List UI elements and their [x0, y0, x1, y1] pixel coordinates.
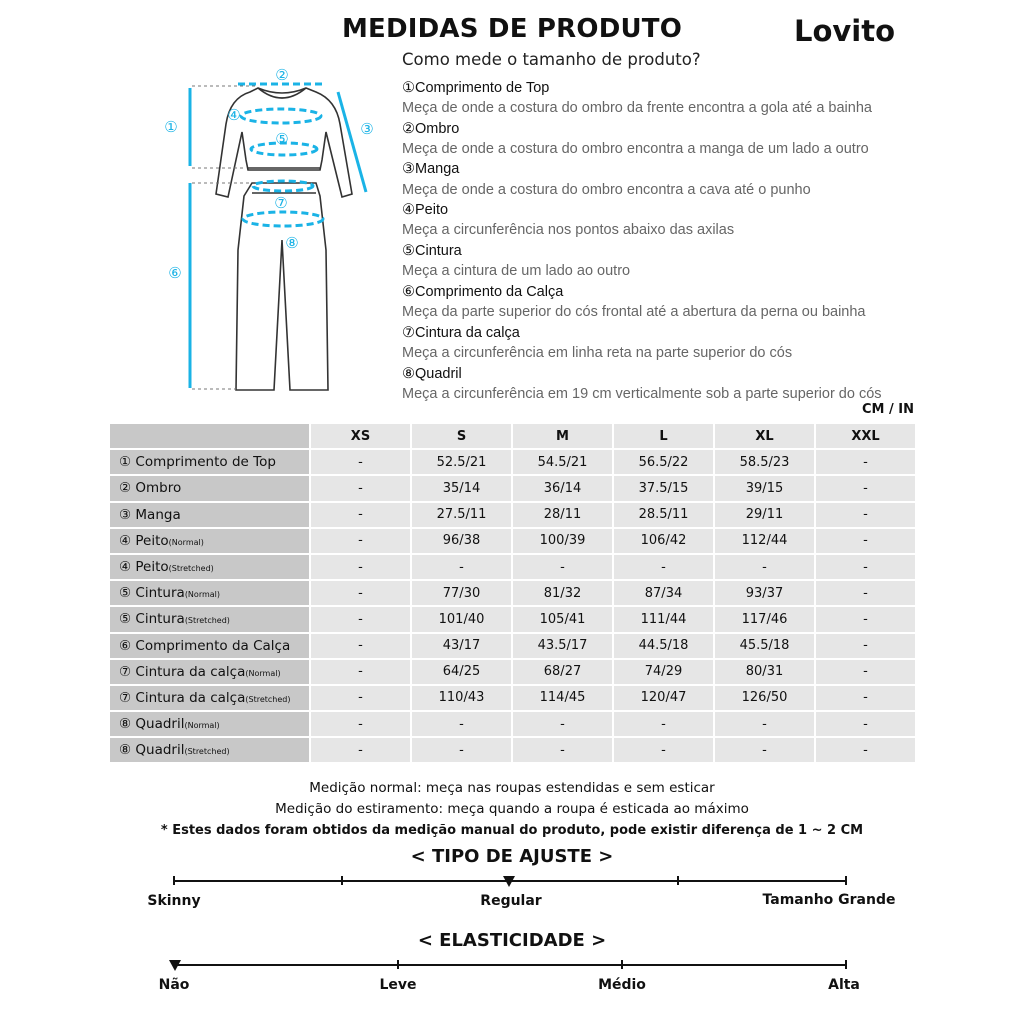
guide-desc-sleeve: Meça de onde a costura do ombro encontra a cava até o punho	[402, 182, 811, 198]
table-cell: -	[513, 738, 612, 762]
row-label-qualifier: (Stretched)	[184, 616, 230, 626]
guide-desc-chest: Meça a circunferência nos pontos abaixo das axilas	[402, 222, 735, 238]
table-cell: -	[816, 476, 915, 500]
row-label-text: ⑤ Cintura	[119, 585, 185, 602]
table-row	[110, 581, 915, 605]
table-cell: -	[311, 660, 410, 684]
table-cell: -	[412, 555, 511, 579]
table-cell: -	[816, 581, 915, 605]
table-cell: 54.5/21	[513, 450, 612, 474]
table-cell: -	[311, 738, 410, 762]
table-cell: 36/14	[513, 476, 612, 500]
table-cell: 96/38	[412, 529, 511, 553]
table-cell: 74/29	[614, 660, 713, 684]
brand-logo: Lovito	[794, 14, 896, 48]
row-label-qualifier: (Normal)	[168, 537, 204, 547]
row-label-text: ③ Manga	[119, 506, 181, 523]
table-row	[110, 607, 915, 631]
fit-label-regular: Regular	[480, 893, 542, 909]
size-header: M	[513, 424, 612, 448]
table-cell: -	[513, 712, 612, 736]
size-header: XL	[715, 424, 814, 448]
table-cell: 117/46	[715, 607, 814, 631]
table-cell: 81/32	[513, 581, 612, 605]
elasticity-label-high: Alta	[828, 977, 860, 993]
table-cell: 111/44	[614, 607, 713, 631]
table-cell: -	[614, 555, 713, 579]
marker-4: ④	[227, 106, 241, 124]
elasticity-selected-marker	[169, 960, 181, 971]
elasticity-scale-line	[174, 964, 846, 966]
table-cell: -	[816, 712, 915, 736]
size-header: S	[412, 424, 511, 448]
table-header-row	[110, 424, 915, 448]
marker-3: ③	[360, 120, 374, 138]
row-label	[110, 503, 309, 527]
table-cell: -	[311, 503, 410, 527]
table-cell: -	[311, 555, 410, 579]
guide-title-waist: ⑤Cintura	[402, 243, 462, 259]
row-label-text: ⑤ Cintura	[119, 611, 185, 628]
table-cell: 101/40	[412, 607, 511, 631]
note-stretch: Medição do estiramento: meça quando a roupa é esticada ao máximo	[275, 801, 749, 817]
table-cell: -	[614, 738, 713, 762]
row-label-text: ④ Peito	[119, 532, 169, 549]
row-label	[110, 529, 309, 553]
row-label-qualifier: (Stretched)	[168, 564, 214, 574]
row-label-text: ① Comprimento de Top	[119, 454, 276, 471]
table-cell: 39/15	[715, 476, 814, 500]
table-cell: -	[816, 660, 915, 684]
table-cell: -	[816, 738, 915, 762]
fit-tick	[677, 876, 679, 885]
table-row	[110, 738, 915, 762]
marker-1: ①	[164, 118, 178, 136]
table-cell: 43.5/17	[513, 634, 612, 658]
table-cell: -	[816, 503, 915, 527]
table-cell: -	[715, 555, 814, 579]
table-cell: 77/30	[412, 581, 511, 605]
guide-desc-shoulder: Meça de onde a costura do ombro encontra a manga de um lado a outro	[402, 141, 869, 157]
table-cell: -	[715, 738, 814, 762]
table-cell: -	[311, 607, 410, 631]
table-row	[110, 529, 915, 553]
fit-label-large: Tamanho Grande	[762, 892, 896, 908]
table-cell: -	[412, 712, 511, 736]
table-cell: 87/34	[614, 581, 713, 605]
table-row	[110, 686, 915, 710]
elasticity-tick	[845, 960, 847, 969]
marker-6: ⑥	[168, 264, 182, 282]
fit-label-skinny: Skinny	[147, 893, 201, 909]
table-cell: 27.5/11	[412, 503, 511, 527]
table-cell: -	[311, 634, 410, 658]
row-label-qualifier: (Normal)	[184, 721, 220, 731]
table-row	[110, 712, 915, 736]
table-cell: 43/17	[412, 634, 511, 658]
table-cell: -	[816, 450, 915, 474]
table-cell: 106/42	[614, 529, 713, 553]
elasticity-label-light: Leve	[379, 977, 417, 993]
table-cell: 93/37	[715, 581, 814, 605]
table-header-corner	[110, 424, 309, 448]
table-cell: 58.5/23	[715, 450, 814, 474]
table-row	[110, 450, 915, 474]
elasticity-label-medium: Médio	[598, 977, 646, 993]
elasticity-label-none: Não	[158, 977, 190, 993]
row-label-text: ⑦ Cintura da calça	[119, 663, 246, 680]
table-cell: 56.5/22	[614, 450, 713, 474]
table-cell: 28/11	[513, 503, 612, 527]
table-cell: 68/27	[513, 660, 612, 684]
row-label-text: ⑥ Comprimento da Calça	[119, 637, 291, 654]
table-cell: -	[412, 738, 511, 762]
table-row	[110, 476, 915, 500]
fit-tick	[341, 876, 343, 885]
table-row	[110, 634, 915, 658]
row-label-qualifier: (Stretched)	[184, 747, 230, 757]
table-cell: -	[311, 686, 410, 710]
row-label	[110, 738, 309, 762]
table-cell: 114/45	[513, 686, 612, 710]
row-label	[110, 607, 309, 631]
fit-tick	[845, 876, 847, 885]
row-label	[110, 712, 309, 736]
table-cell: -	[715, 712, 814, 736]
table-cell: 80/31	[715, 660, 814, 684]
guide-title-chest: ④Peito	[402, 202, 449, 218]
table-cell: 44.5/18	[614, 634, 713, 658]
table-cell: 64/25	[412, 660, 511, 684]
row-label-text: ⑧ Quadril	[119, 742, 185, 759]
table-cell: 110/43	[412, 686, 511, 710]
table-cell: 126/50	[715, 686, 814, 710]
fit-title: < TIPO DE AJUSTE >	[410, 846, 614, 867]
row-label-text: ⑧ Quadril	[119, 716, 185, 733]
fit-tick	[173, 876, 175, 885]
marker-7: ⑦	[274, 194, 288, 212]
note-normal: Medição normal: meça nas roupas estendidas e sem esticar	[309, 780, 715, 796]
guide-desc-hip: Meça a circunferência em 19 cm verticalmente sob a parte superior do cós	[402, 386, 882, 402]
guide-desc-waist: Meça a cintura de um lado ao outro	[402, 263, 631, 279]
row-label	[110, 555, 309, 579]
elasticity-tick	[397, 960, 399, 969]
table-row	[110, 555, 915, 579]
table-cell: 52.5/21	[412, 450, 511, 474]
size-header: L	[614, 424, 713, 448]
table-cell: -	[311, 450, 410, 474]
row-label-text: ④ Peito	[119, 559, 169, 576]
marker-2: ②	[275, 66, 289, 84]
garment-measurement-diagram	[155, 62, 390, 397]
table-cell: -	[816, 555, 915, 579]
table-cell: 37.5/15	[614, 476, 713, 500]
table-row	[110, 503, 915, 527]
table-cell: -	[311, 476, 410, 500]
unit-label: CM / IN	[862, 402, 914, 417]
table-cell: 120/47	[614, 686, 713, 710]
guide-title-pants-waist: ⑦Cintura da calça	[402, 325, 520, 341]
guide-title-top-length: ①Comprimento de Top	[402, 80, 550, 96]
table-cell: 29/11	[715, 503, 814, 527]
size-header: XXL	[816, 424, 915, 448]
guide-desc-top-length: Meça de onde a costura do ombro da frente encontra a gola até a bainha	[402, 100, 872, 116]
table-cell: -	[513, 555, 612, 579]
guide-desc-pants-waist: Meça a circunferência em linha reta na parte superior do cós	[402, 345, 793, 361]
table-cell: -	[816, 529, 915, 553]
guide-desc-pants-length: Meça da parte superior do cós frontal até a abertura da perna ou bainha	[402, 304, 866, 320]
table-cell: 100/39	[513, 529, 612, 553]
marker-5: ⑤	[275, 130, 289, 148]
guide-title-sleeve: ③Manga	[402, 161, 460, 177]
page-subtitle: Como mede o tamanho de produto?	[402, 50, 701, 69]
row-label-text: ② Ombro	[119, 480, 182, 497]
table-cell: -	[816, 634, 915, 658]
table-cell: -	[311, 712, 410, 736]
row-label-text: ⑦ Cintura da calça	[119, 689, 246, 706]
row-label	[110, 476, 309, 500]
fit-selected-marker	[503, 876, 515, 887]
table-cell: 28.5/11	[614, 503, 713, 527]
row-label-qualifier: (Normal)	[245, 668, 281, 678]
row-label	[110, 634, 309, 658]
size-chart-table	[108, 422, 917, 764]
table-cell: -	[614, 712, 713, 736]
table-cell: 35/14	[412, 476, 511, 500]
guide-title-shoulder: ②Ombro	[402, 121, 460, 137]
elasticity-title: < ELASTICIDADE >	[417, 930, 607, 951]
elasticity-tick	[621, 960, 623, 969]
table-cell: 112/44	[715, 529, 814, 553]
note-disclaimer: * Estes dados foram obtidos da medição manual do produto, pode existir diferença de 1 ~ 2 CM	[160, 823, 864, 838]
table-cell: -	[816, 607, 915, 631]
row-label	[110, 686, 309, 710]
table-cell: -	[816, 686, 915, 710]
row-label	[110, 581, 309, 605]
table-cell: 45.5/18	[715, 634, 814, 658]
table-cell: 105/41	[513, 607, 612, 631]
row-label-qualifier: (Stretched)	[245, 694, 291, 704]
table-cell: -	[311, 529, 410, 553]
table-cell: -	[311, 581, 410, 605]
row-label	[110, 660, 309, 684]
guide-title-hip: ⑧Quadril	[402, 366, 462, 382]
guide-title-pants-length: ⑥Comprimento da Calça	[402, 284, 564, 300]
row-label-qualifier: (Normal)	[184, 590, 220, 600]
table-row	[110, 660, 915, 684]
size-header: XS	[311, 424, 410, 448]
row-label	[110, 450, 309, 474]
page-title: MEDIDAS DE PRODUTO	[341, 14, 683, 44]
marker-8: ⑧	[285, 234, 299, 252]
